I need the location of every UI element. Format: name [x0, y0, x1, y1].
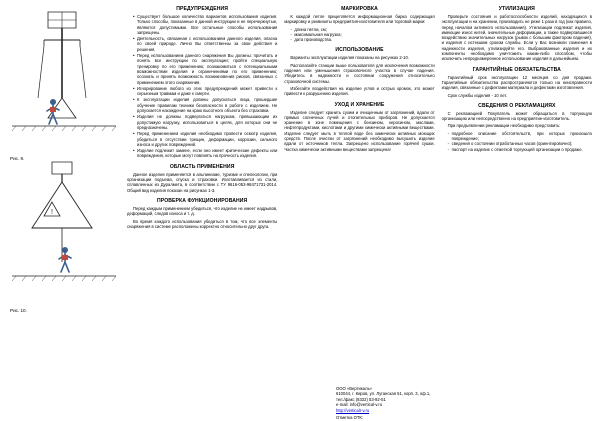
company-phone: тел./факс (8332) 53-92-51: [336, 396, 386, 402]
company-address: 610044, г. Киров, ул. Луганская 51, корп. 3, оф.1,: [336, 391, 431, 397]
disposal-paragraph: Проверьте состояния и работоспособности изделий, находящихся в эксплуатации и на хранении, производить не реже 1 раза в год (как правило, перед началом активного использования). Утилизации подлежат изделия, имеющие износ нитей, значительные деформации, а также подвергавшиеся воздействию значительных нагрузок (рывок с большим фактором падения), и изделия с истекшим сроком службы. Если у Вас возникли сомнения в надежности изделия, утилизируйте его. Выбракованные изделия и их компоненты необходимо уничтожить каким-либо способом, чтобы исключить непреднамеренное использование изделия в дальнейшем.: [441, 14, 592, 62]
list-item: - сведения о состоянии отработанных часов (ориентировочно);: [448, 141, 592, 146]
list-item: • Игнорирование любого из этих предупреждений может привести к серьезным травмам и даже к смерти.: [133, 86, 277, 97]
company-website-link[interactable]: http://verticalr-v.ru: [336, 407, 370, 413]
company-info: [336, 386, 456, 413]
list-item: • Изделия не должны подвергаться нагрузкам, превышающим их допустимую нагрузку, использоваться в целях, для которых они не предназначены.: [133, 114, 277, 130]
figure-10-caption: Рис. 10.: [10, 308, 27, 313]
section-heading-warranty: ГАРАНТИЙНЫЕ ОБЯЗАТЕЛЬСТВА: [472, 66, 561, 73]
list-item: - максимальная нагрузка;: [290, 32, 434, 37]
figure-10-illustration: [8, 158, 120, 308]
figures-column: [8, 6, 120, 417]
usage-paragraph-2: Располагайте станции выше пользователя для исключения возможности падения или уменьшения страховочного участка в случае падения. Убедитесь в надежности и состоянии сооружения относительно страховочной системы.: [284, 62, 435, 84]
qc-stamp-label: Отметка ОТК:: [336, 415, 363, 420]
page-columns: [8, 6, 592, 417]
marking-dash-list: [284, 27, 434, 43]
list-item: • К эксплуатации изделия должны допускаться лица, прошедшие обучение правилам техники безопасности в работе с изделием. Не допускается нахождение на краю высотного объекта без страховки.: [133, 97, 277, 113]
company-name: ООО «Вертикаль»: [336, 385, 373, 391]
scope-paragraph: Данное изделие применяется в альпинизме, туризме и спелеологии, при организации подъема, спуска и страховки. Изготавливается из стали, сплавленных из Дуралмета, в соответствии с ТУ 9616-053-98471731-2014. Общий вид изделия показан на рисунках 1-3.: [127, 171, 278, 193]
list-item: - дата производства.: [290, 37, 434, 42]
function-check-paragraph-1: Перед каждым применением убедиться, что изделие не имеет надрывов, деформаций, следов износа и т. д.: [127, 205, 278, 217]
text-column-3: [442, 6, 592, 417]
claims-dash-list: [442, 131, 592, 152]
warranty-paragraph-2: Срок службы изделия - 10 лет.: [447, 92, 508, 98]
list-item: - паспорт на изделие с отметкой торгующей организации о продаже.: [448, 147, 592, 152]
claims-block: [442, 111, 592, 152]
section-heading-usage: ИСПОЛЬЗОВАНИЕ: [335, 47, 384, 54]
figure-9: [8, 6, 120, 161]
warranty-paragraph-1: Гарантийный срок эксплуатации 12 месяцев со дня продажи. Гарантийные обязательства распространяются только на неисправности изделия, связанные с дефектами материала и дефектами изготовления.: [441, 74, 592, 91]
list-item: - подробное описание обстоятельств, при которых произошло повреждение;: [448, 131, 592, 142]
section-heading-marking: МАРКИРОВКА: [341, 6, 378, 12]
figure-10: [8, 158, 120, 313]
list-item: • Перед использованием данного снаряжения Вы должны: прочитать и понять все инструкции по эксплуатации; пройти специальную тренировку по его применению; познакомиться с потенциальными возможностями изделия и ограничениями по его применению; осознать и принять возможность возникновения рисков, связанных с применением этого снаряжения.: [133, 53, 277, 85]
section-heading-function-check: ПРОВЕРКА ФУНКЦИОНИРОВАНИЯ: [157, 197, 248, 204]
figure-9-caption: Рис. 9.: [10, 156, 25, 161]
claims-paragraph-2: При предъявлении рекламации необходимо представить:: [447, 123, 561, 129]
section-heading-scope: ОБЛАСТЬ ПРИМЕНЕНИЯ: [169, 163, 235, 170]
climber-figure: [47, 99, 59, 124]
care-storage-paragraph: Изделие следует хранить сухим и очищенным от загрязнений, вдали от прямых солнечных лучей и отопительных приборов. Не допускается хранение в зоне помещения с бензином, керосином, маслами, нефтепродуктами, кислотами и другими химически активными веществами. Изделие следует мыть в теплой воде без химически активных моющих средств. После очистки от загрязнений необходимо высушить изделие вдали от источников тепла. Запрещено использование горячей сушки. Частка химически активными веществами запрещена!: [284, 109, 435, 152]
list-item: • Перед применением изделия необходимо провести осмотр изделия, убедиться в отсутствии трещин, деформации, коррозии, сильного износа и других повреждений.: [133, 131, 277, 147]
climber-figure-2: [59, 247, 71, 272]
function-check-paragraph-2: Во время каждого использования убедиться в том, что все элементы снаряжения в системе расположены корректно относительно друг друга.: [127, 218, 278, 229]
section-heading-care-storage: УХОД И ХРАНЕНИЕ: [334, 101, 385, 108]
marking-paragraph: К каждой петле прицепляется информационная бирка содержащая маркировку и реквизиты предприятия-изготовителя или торговой марки:: [284, 14, 435, 25]
list-item: • Деятельность, связанная с использованием данного изделия, опасна по своей природе. Лично Вы ответственны за свои действия и решения.: [133, 36, 277, 52]
svg-text:!: !: [51, 209, 53, 216]
text-column-2: [284, 6, 434, 417]
section-heading-claims: СВЕДЕНИЯ О РЕКЛАМАЦИЯХ: [478, 102, 556, 109]
text-column-1: [127, 6, 277, 417]
usage-paragraph-1: Варианты эксплуатации изделия показаны на рисунках 2-10.: [290, 55, 409, 61]
list-item: • Существует большое количество вариантов использования изделия. Только способы, показанные в данной инструкции и не перечеркнутые, являются допустимыми. Все остальные способы использования запрещены.: [133, 14, 277, 35]
list-item: - длина петли, см;: [290, 27, 434, 32]
section-heading-warnings: ПРЕДУПРЕЖДЕНИЯ: [176, 6, 229, 12]
figure-9-illustration: [8, 6, 120, 156]
claims-paragraph-1: С рекламацией Покупатель может обращаться в торгующую организацию или непосредственно на предприятие-изготовитель.: [441, 110, 592, 122]
company-email: e-mail: info@vertical-v.ru: [336, 402, 383, 408]
section-heading-disposal: УТИЛИЗАЦИЯ: [498, 6, 535, 12]
warnings-list: [127, 14, 277, 159]
list-item: • Изделие подлежит замене, если оно имеет критические дефекты или повреждения, которые могут повлиять на прочность изделия.: [133, 148, 277, 159]
usage-paragraph-3: Избегайте воздействия на изделие углов и острых кромок, это может привести к разрушению изделия.: [284, 85, 435, 97]
